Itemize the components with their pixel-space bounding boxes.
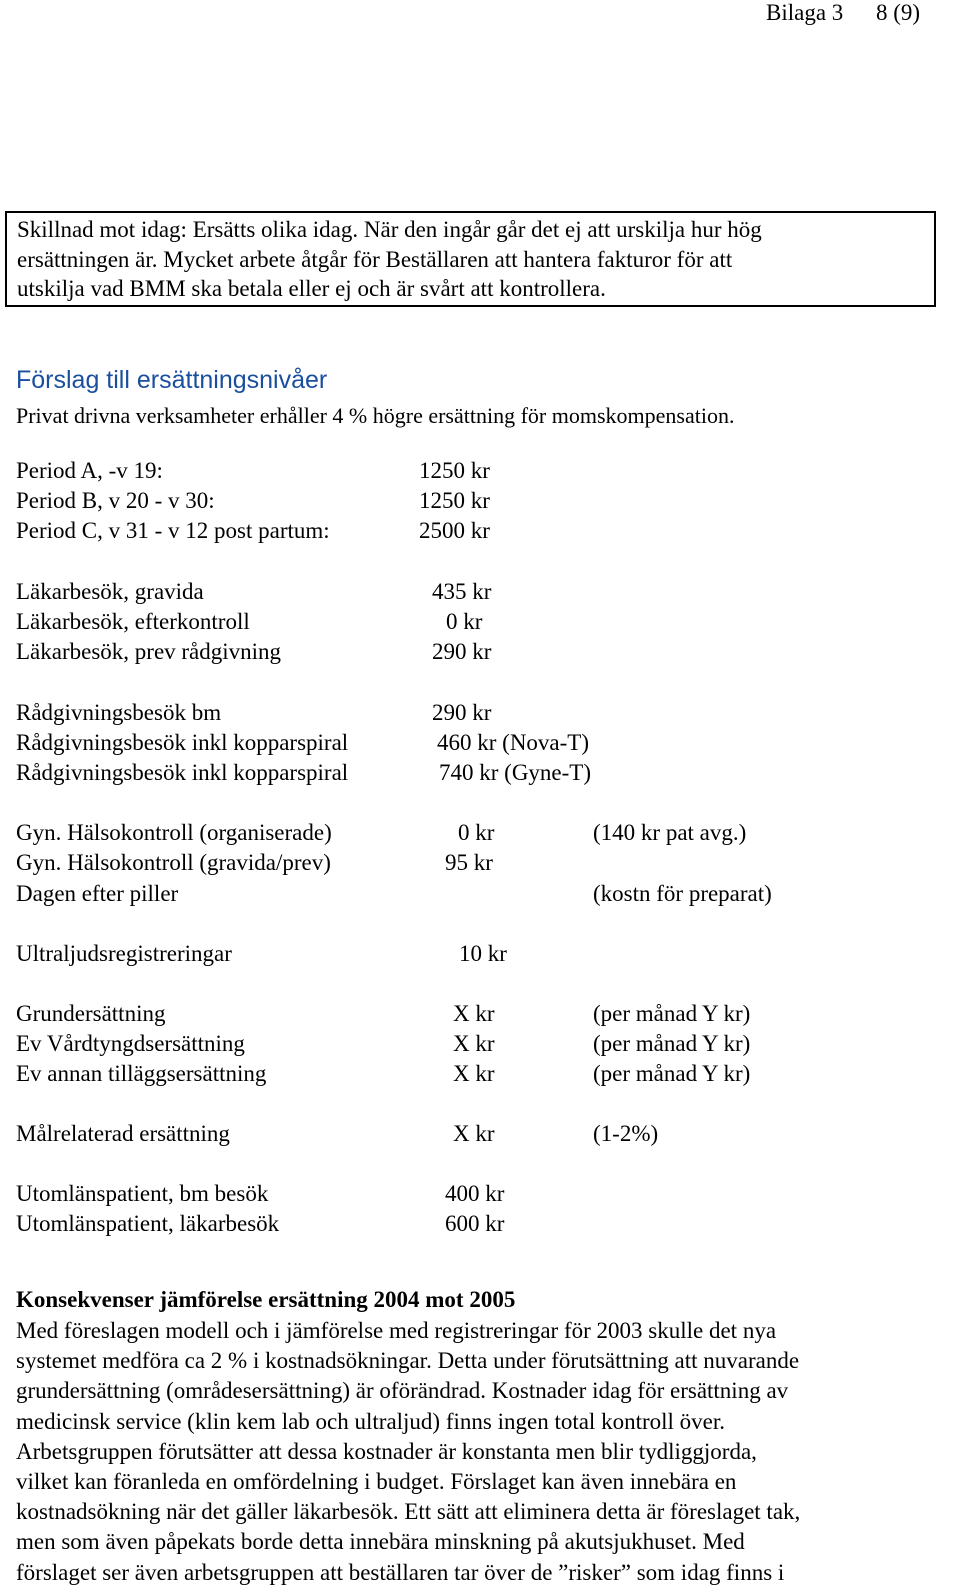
paragraph-line: men som även påpekats borde detta innebära minskning på akutsjukhuset. Med xyxy=(16,1529,745,1555)
section-heading: Förslag till ersättningsnivåer xyxy=(16,366,328,394)
rate-value: X kr xyxy=(453,1001,495,1026)
rate-value: 740 kr (Gyne-T) xyxy=(439,760,592,785)
page-number: 8 (9) xyxy=(876,0,921,25)
rate-value: 435 kr xyxy=(432,579,492,604)
rate-label: Ev annan tilläggsersättning xyxy=(16,1061,267,1086)
rate-value: 290 kr xyxy=(432,700,492,725)
section-subheading: Privat drivna verksamheter erhåller 4 % högre ersättning för momskompensation. xyxy=(16,403,735,428)
box-line: Skillnad mot idag: Ersätts olika idag. När den ingår går det ej att urskilja hur hög xyxy=(17,217,762,242)
rate-note: (140 kr pat avg.) xyxy=(593,820,747,845)
rate-label: Ev Vårdtyngdsersättning xyxy=(16,1031,245,1056)
rate-row xyxy=(16,1061,936,1091)
rate-row xyxy=(16,850,936,880)
rate-value: 0 kr xyxy=(446,609,483,634)
paragraph-line: vilket kan föranleda en omfördelning i budget. Förslaget kan även innebära en xyxy=(16,1469,737,1495)
paragraph-line: medicinsk service (klin kem lab och ultraljud) finns ingen total kontroll över. xyxy=(16,1408,726,1434)
rate-value: 1250 kr xyxy=(419,458,490,483)
rate-value: 400 kr xyxy=(445,1181,505,1206)
rate-label: Grundersättning xyxy=(16,1001,166,1026)
paragraph-line: systemet medföra ca 2 % i kostnadsökningar. Detta under förutsättning att nuvarande xyxy=(16,1348,800,1374)
rate-row xyxy=(16,760,936,790)
rate-value: X kr xyxy=(453,1061,495,1086)
rate-row xyxy=(16,820,936,850)
rate-label: Läkarbesök, efterkontroll xyxy=(16,609,250,634)
appendix-label: Bilaga 3 xyxy=(766,0,844,25)
rate-row xyxy=(16,1121,936,1151)
rate-row xyxy=(16,1001,936,1031)
rate-value: 0 kr xyxy=(458,820,495,845)
page-header xyxy=(0,0,960,30)
rate-label: Gyn. Hälsokontroll (gravida/prev) xyxy=(16,850,331,875)
rate-label: Period A, -v 19: xyxy=(16,458,163,483)
rate-note: (per månad Y kr) xyxy=(593,1001,751,1026)
consequences-paragraph xyxy=(16,1316,946,1588)
paragraph-line: kostnadsökning när det gäller läkarbesök. Ett sätt att eliminera detta är föreslaget tak, xyxy=(16,1499,801,1525)
rate-row xyxy=(16,579,936,609)
difference-box xyxy=(5,211,936,307)
rate-label: Utomlänspatient, läkarbesök xyxy=(16,1211,280,1236)
rate-note: (1-2%) xyxy=(593,1121,659,1146)
rate-label: Rådgivningsbesök inkl kopparspiral xyxy=(16,730,349,755)
rate-label: Dagen efter piller xyxy=(16,881,179,906)
rate-label: Rådgivningsbesök inkl kopparspiral xyxy=(16,760,349,785)
box-line: utskilja vad BMM ska betala eller ej och är svårt att kontrollera. xyxy=(17,276,606,301)
rate-value: X kr xyxy=(453,1121,495,1146)
rate-value: 2500 kr xyxy=(419,518,490,543)
rate-label: Period B, v 20 - v 30: xyxy=(16,488,215,513)
rate-row xyxy=(16,700,936,730)
paragraph-line: Arbetsgruppen förutsätter att dessa kostnader är konstanta men blir tydliggjorda, xyxy=(16,1438,757,1464)
rate-row xyxy=(16,488,936,518)
rate-value: 290 kr xyxy=(432,639,492,664)
rate-value: 95 kr xyxy=(445,850,493,875)
rate-value: 460 kr (Nova-T) xyxy=(437,730,590,755)
rate-row xyxy=(16,609,936,639)
rate-value: X kr xyxy=(453,1031,495,1056)
rate-row xyxy=(16,1211,936,1241)
paragraph-line: grundersättning (områdesersättning) är oförändrad. Kostnader idag för ersättning av xyxy=(16,1378,789,1404)
rate-row xyxy=(16,1031,936,1061)
rate-row xyxy=(16,1181,936,1211)
rate-value: 1250 kr xyxy=(419,488,490,513)
paragraph-line: Med föreslagen modell och i jämförelse med registreringar för 2003 skulle det nya xyxy=(16,1318,777,1343)
rate-label: Läkarbesök, gravida xyxy=(16,579,204,604)
rate-row xyxy=(16,458,936,488)
rate-row xyxy=(16,639,936,669)
rate-value: 600 kr xyxy=(445,1211,505,1236)
paragraph-line: förslaget ser även arbetsgruppen att beställaren tar över de ”risker” som idag finns i xyxy=(16,1559,785,1585)
rate-label: Läkarbesök, prev rådgivning xyxy=(16,639,282,664)
rate-label: Gyn. Hälsokontroll (organiserade) xyxy=(16,820,332,845)
consequences-title: Konsekvenser jämförelse ersättning 2004 mot 2005 xyxy=(16,1287,516,1312)
rate-label: Rådgivningsbesök bm xyxy=(16,700,222,725)
rate-value: 10 kr xyxy=(459,941,507,966)
rate-label: Ultraljudsregistreringar xyxy=(16,941,232,966)
rate-label: Utomlänspatient, bm besök xyxy=(16,1181,269,1206)
box-line: ersättningen är. Mycket arbete åtgår för Beställaren att hantera fakturor för att xyxy=(17,246,733,272)
rate-row xyxy=(16,881,936,911)
rate-row xyxy=(16,730,936,760)
rate-label: Period C, v 31 - v 12 post partum: xyxy=(16,518,330,543)
rate-note: (per månad Y kr) xyxy=(593,1061,751,1086)
rate-note: (kostn för preparat) xyxy=(593,881,772,906)
rate-row xyxy=(16,518,936,548)
rate-label: Målrelaterad ersättning xyxy=(16,1121,230,1146)
rate-note: (per månad Y kr) xyxy=(593,1031,751,1056)
rate-row xyxy=(16,941,936,971)
